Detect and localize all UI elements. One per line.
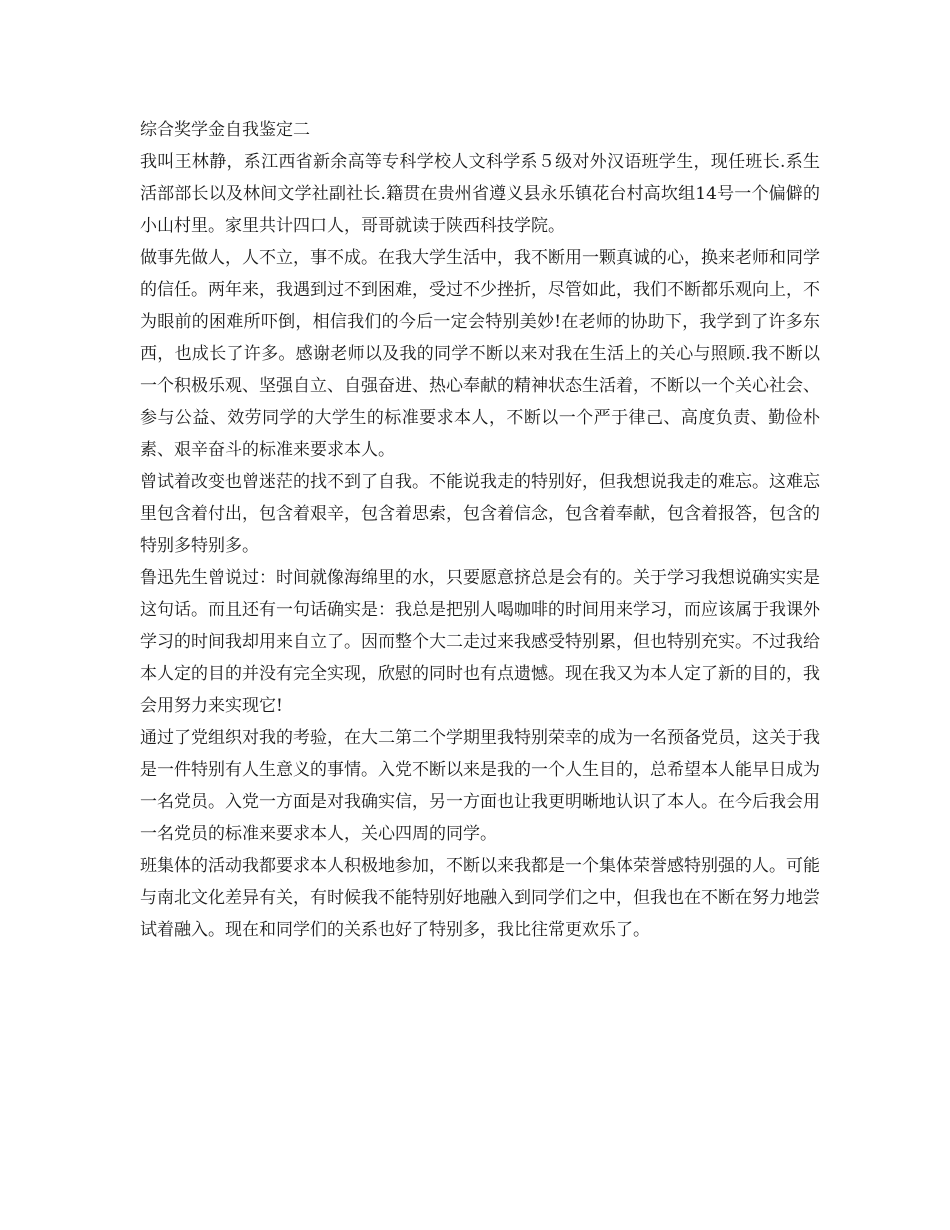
paragraph-self-discovery: 曾试着改变也曾迷茫的找不到了自我。不能说我走的特别好，但我想说我走的难忘。这难忘里包含着付出，包含着艰辛，包含着思索，包含着信念，包含着奉献，包含着报答，包含的特别多特别多。	[140, 472, 820, 556]
paragraph-class-activities: 班集体的活动我都要求本人积极地参加，不断以来我都是一个集体荣誉感特别强的人。可能与南北文化差异有关，有时候我不能特别好地融入到同学们之中，但我也在不断在努力地尝试着融入。现在和同学们的关系也好了特别多，我比往常更欢乐了。	[140, 856, 820, 940]
document-title: 综合奖学金自我鉴定二	[140, 120, 310, 140]
paragraph-study: 鲁迅先生曾说过：时间就像海绵里的水，只要愿意挤总是会有的。关于学习我想说确实实是这句话。而且还有一句话确实是：我总是把别人喝咖啡的时间用来学习，而应该属于我课外学习的时间我却用来自立了。因而整个大二走过来我感受特别累，但也特别充实。不过我给本人定的目的并没有完全实现，欣慰的同时也有点遗憾。现在我又为本人定了新的目的，我会用努力来实现它!	[140, 568, 820, 716]
paragraph-character: 做事先做人，人不立，事不成。在我大学生活中，我不断用一颗真诚的心，换来老师和同学的信任。两年来，我遇到过不到困难，受过不少挫折，尽管如此，我们不断都乐观向上，不为眼前的困难所吓倒，相信我们的今后一定会特别美妙!在老师的协助下，我学到了许多东西，也成长了许多。感谢老师以及我的同学不断以来对我在生活上的关心与照顾.我不断以一个积极乐观、坚强自立、自强奋进、热心奉献的精神状态生活着，不断以一个关心社会、参与公益、效劳同学的大学生的标准要求本人，不断以一个严于律己、高度负责、勤俭朴素、艰辛奋斗的标准来要求本人。	[140, 248, 820, 460]
paragraph-intro: 我叫王林静，系江西省新余高等专科学校人文科学系５级对外汉语班学生，现任班长.系生活部部长以及林间文学社副社长.籍贯在贵州省遵义县永乐镇花台村高坎组14号一个偏僻的小山村里。家里共计四口人，哥哥就读于陕西科技学院。	[140, 152, 820, 236]
paragraph-party: 通过了党组织对我的考验，在大二第二个学期里我特别荣幸的成为一名预备党员，这关于我是一件特别有人生意义的事情。入党不断以来是我的一个人生目的，总希望本人能早日成为一名党员。入党一方面是对我确实信，另一方面也让我更明晰地认识了本人。在今后我会用一名党员的标准来要求本人，关心四周的同学。	[140, 728, 820, 844]
document-body	[140, 114, 820, 946]
